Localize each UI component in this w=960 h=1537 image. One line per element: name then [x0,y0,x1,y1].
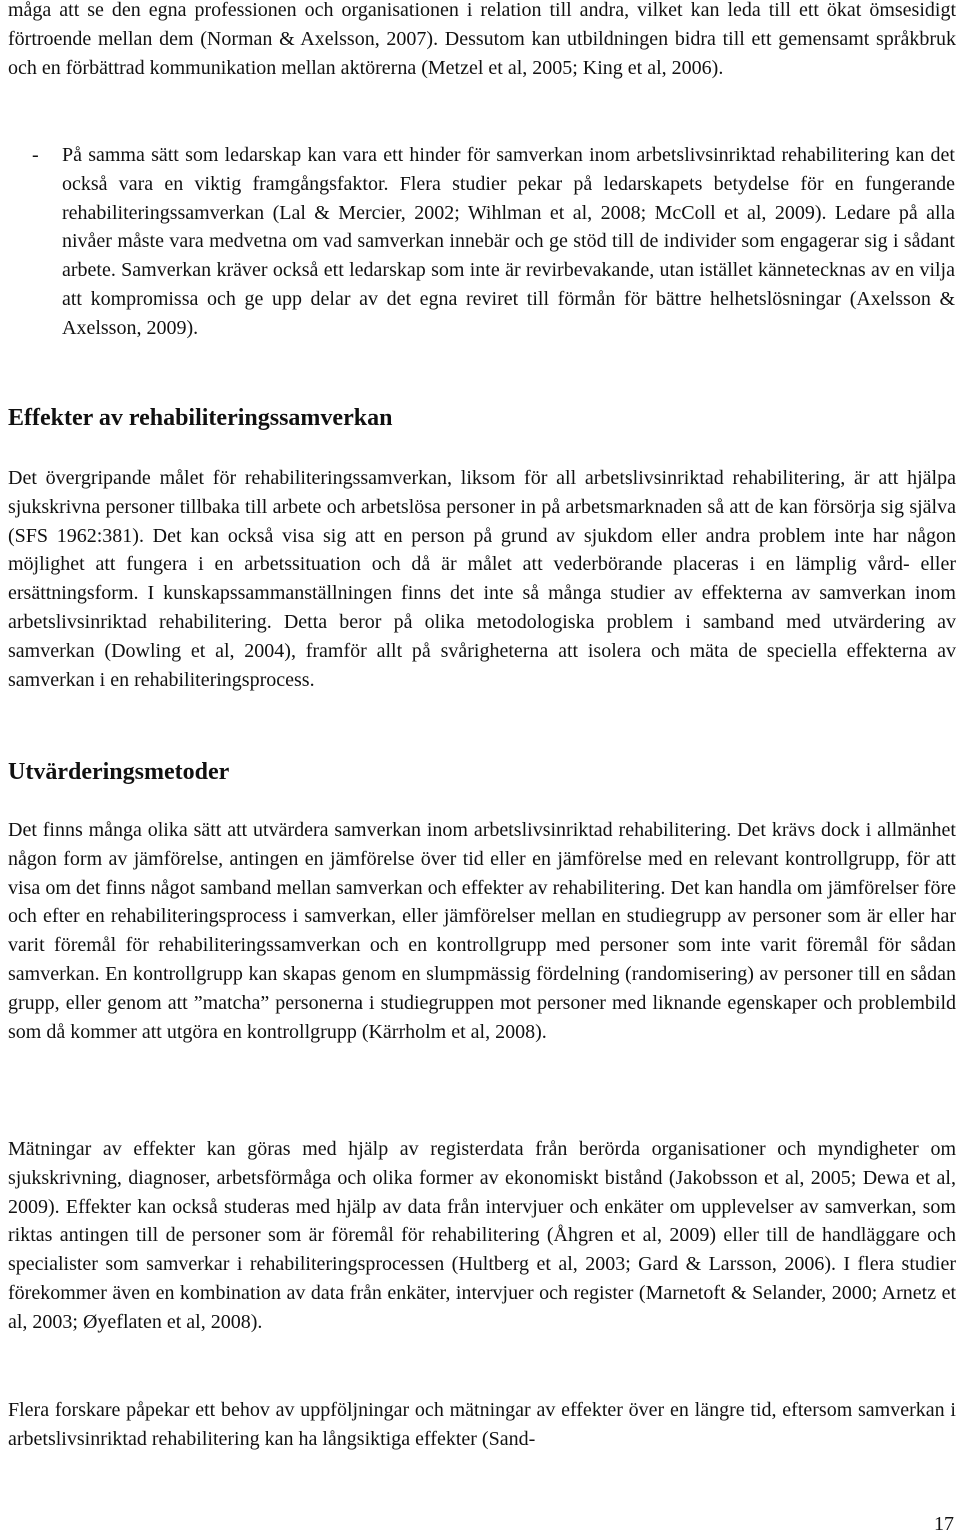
paragraph-evaluation: Det finns många olika sätt att utvärdera samverkan inom arbetslivsinriktad rehabilitering. Det krävs dock i allmänhet någon form av jämförelse, antingen en jämförelse över tid eller en jämförelse med en relevant kontrollgrupp, för att visa om det finns något samband mellan samverkan och effekter av rehabilitering. Det kan handla om jämförelser före och efter en rehabiliteringsprocess i samverkan, eller jämförelser mellan en studiegrupp av personer som är eller har varit föremål för rehabiliteringssamverkan och en kontrollgrupp med personer som inte varit föremål för sådan samverkan. En kontrollgrupp kan skapas genom en slumpmässig fördelning (randomisering) av personer till en sådan grupp, eller genom att ”matcha” personerna i studiegruppen mot personer med liknande egenskaper och problembild som då kommer att utgöra en kontrollgrupp (Kärrholm et al, 2008). [8,819,956,1043]
paragraph-follow-up: Flera forskare påpekar ett behov av uppföljningar och mätningar av effekter över en längre tid, eftersom samverkan i arbetslivsinriktad rehabilitering kan ha långsiktiga effekter (Sand- [8,1399,956,1450]
section-heading-evaluation-methods: Utvärderingsmetoder [8,759,230,785]
list-dash: - [32,144,39,166]
paragraph-intro-continued: måga att se den egna professionen och organisationen i relation till andra, vilket kan leda till ett ökat ömsesidigt förtroende mellan dem (Norman & Axelsson, 2007). Dessutom kan utbildningen bidra till ett gemensamt språkbruk och en förbättrad kommunikation mellan aktörerna (Metzel et al, 2005; King et al, 2006). [8,0,956,79]
section-heading-effects: Effekter av rehabiliteringssamverkan [8,405,393,431]
page-number: 17 [934,1513,954,1535]
paragraph-leadership: På samma sätt som ledarskap kan vara ett hinder för samverkan inom arbetslivsinriktad rehabilitering kan det också vara en viktig framgångsfaktor. Flera studier pekar på ledarskapets betydelse för en fungerande rehabiliteringssamverkan (Lal & Mercier, 2002; Wihlman et al, 2008; McColl et al, 2009). Ledare på alla nivåer måste vara medvetna om vad samverkan innebär och ge stöd till de individer som engagerar sig i sådant arbete. Samverkan kräver också ett ledarskap som inte är revirbevakande, utan istället kännetecknas av en vilja att kompromissa och ge upp delar av det egna reviret till förmån för bättre helhetslösningar (Axelsson & Axelsson, 2009). [62,144,955,339]
paragraph-effects: Det övergripande målet för rehabiliteringssamverkan, liksom för all arbetslivsinriktad rehabilitering, är att hjälpa sjukskrivna personer tillbaka till arbete och arbetslösa personer in på arbetsmarknaden så att de kan försörja sig själva (SFS 1962:381). Det kan också visa sig att en person på grund av sjukdom eller andra problem inte har någon möjlighet att fungera i en arbetssituation och då är målet att vederbörande placeras i en lämplig vård- eller ersättningsform. I kunskapssammanställningen finns det inte så många studier av effekterna av samverkan inom arbetslivsinriktad rehabilitering. Detta beror på olika metodologiska problem i samband med utvärdering av samverkan (Dowling et al, 2004), framför allt på svårigheterna att isolera och mäta de speciella effekterna av samverkan i en rehabiliteringsprocess. [8,467,956,691]
paragraph-measurements: Mätningar av effekter kan göras med hjälp av registerdata från berörda organisationer och myndigheter om sjukskrivning, diagnoser, arbetsförmåga och olika former av ekonomiskt bistånd (Jakobsson et al, 2005; Dewa et al, 2009). Effekter kan också studeras med hjälp av data från intervjuer och enkäter om upplevelser av samverkan, som riktas antingen till de personer som är föremål för rehabilitering (Åhgren et al, 2009) eller till de handläggare och specialister som samverkar i rehabiliteringsprocessen (Hultberg et al, 2003; Gard & Larsson, 2006). I flera studier förekommer även en kombination av data från enkäter, intervjuer och register (Marnetoft & Selander, 2000; Arnetz et al, 2003; Øyeflaten et al, 2008). [8,1138,956,1333]
